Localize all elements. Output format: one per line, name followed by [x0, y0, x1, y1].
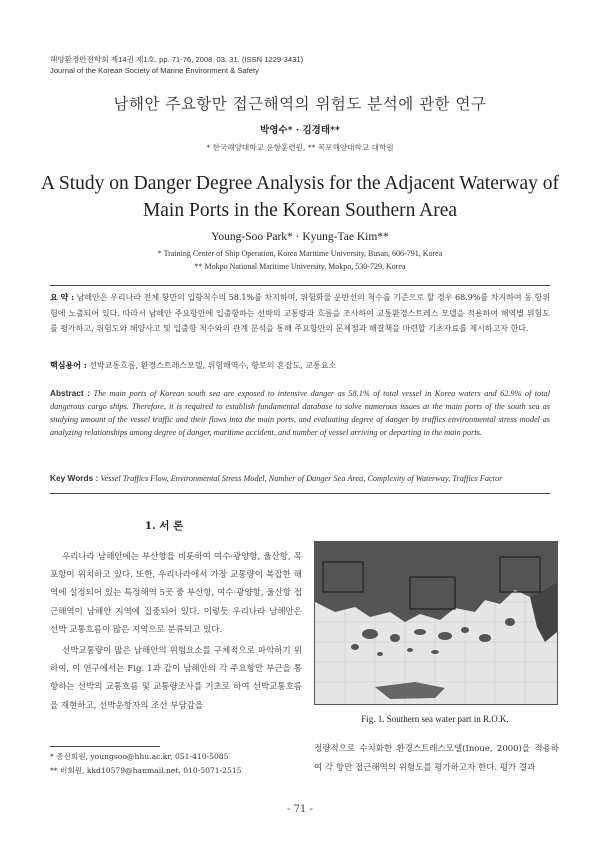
- keywords-korean-label: 핵심용어 :: [50, 360, 87, 370]
- keywords-english-text: Vessel Traffics Flow, Environmental Stress Model, Number of Danger Sea Area, Complexity of Waterway, Traffics Factor: [100, 474, 503, 483]
- section-heading: 1. 서 론: [144, 520, 184, 532]
- footnote-rule: [50, 746, 160, 747]
- figure-caption: Fig. 1. Southern sea water part in R.O.K.: [361, 714, 509, 724]
- top-rule: [50, 285, 550, 286]
- authors-english: Young-Soo Park* · Kyung-Tae Kim**: [211, 231, 389, 243]
- abstract-korean: [50, 290, 550, 337]
- figure-map: [314, 541, 558, 705]
- sea-chart-image: [315, 542, 557, 704]
- title-english: A Study on Danger Degree Analysis for the Adjacent Waterway of Main Ports in the Korean Southern Area: [41, 173, 559, 221]
- affiliation-english-1: * Training Center of Ship Operation, Korea Maritime University, Busan, 606-791, Korea: [157, 249, 443, 258]
- intro-paragraph-2: 선박교통량이 많은 남해안의 위험요소를 구체적으로 파악하기 위하여, 이 연구에서는 Fig. 1과 같이 남해안의 각 주요항만 부근을 통항하는 선박의 교통흐름 및 교통량조사를 기초로 하여 선박교통흐름을 재현하고, 선박운항자의 조선 부담감을: [50, 646, 302, 711]
- intro-paragraph-right: 정량적으로 수치화한 환경스트레스모델(Inoue, 2000)을 적용하여 각 항만 접근해역의 위험도를 평가하고자 한다. 평가 결과: [314, 744, 559, 773]
- authors-korean: 박영수* · 김경태**: [260, 125, 340, 136]
- journal-citation-ko: 해양환경안전학회 제14권 제1호, pp. 71-76, 2008. 03. 31. (ISSN 1229-3431): [50, 55, 304, 64]
- title-korean: 남해안 주요항만 접근해역의 위험도 분석에 관한 연구: [113, 95, 487, 113]
- page-number: - 71 -: [287, 804, 313, 815]
- affiliation-english-2: ** Mokpo National Maritime University, Mokpo, 530-729, Korea: [194, 262, 406, 271]
- abstract-english-label: Abstract :: [50, 388, 91, 398]
- keywords-korean-text: 선박교통흐름, 환경스트레스모델, 위험해역수, 항로의 혼잡도, 교통요소: [89, 361, 337, 370]
- intro-paragraph-1: 우리나라 남해안에는 부산항을 비롯하여 여수·광양항, 울산항, 목포항이 위치하고 있다. 또한, 우리나라에서 가장 교통량이 복잡한 해역에 설정되어 있는 특정해역 5곳 중 부산항, 여수·광양항, 울산항 접근해역이 남해안 지역에 집중되어 있다. 이렇듯 우리나라 남해안은 선박 교통흐름이 많은 지역으로 분류되고 있다.: [50, 552, 302, 635]
- bottom-rule: [50, 493, 550, 494]
- footnote-1: * 종신회원, youngsoo@hhu.ac.kr, 051-410-5085: [50, 752, 229, 761]
- abstract-english: [50, 387, 550, 439]
- keywords-korean: [50, 358, 550, 374]
- keywords-english: [50, 472, 550, 485]
- abstract-english-text: The main ports of Korean south sea are exposed to intensive danger as 58.1% of total vessel in Korea waters and 62.9% of total dangerous cargo ships. Therefore, it is required to establish fundamental database to solve numerous issues at the main ports of the south sea as studying amount of the vessel traffic and their flows into the main ports, and evaluating degree of danger by traffics environmental stress model as analyzing relationships among degree of danger, maritime accident, and number of vessel arriving or departing in the main ports.: [50, 389, 550, 437]
- affiliations-korean: * 한국해양대학교 운항훈련원, ** 목포해양대학교 대학원: [206, 143, 394, 152]
- abstract-korean-label: 요 약 :: [50, 292, 75, 302]
- journal-name-en: Journal of the Korean Society of Marine Environment & Safety: [50, 66, 259, 75]
- keywords-english-label: Key Words :: [50, 473, 99, 483]
- abstract-korean-text: 남해안은 우리나라 전체 항만의 입항척수의 58.1%를 차지하며, 위험화물 운반선의 척수를 기준으로 할 경우 68.9%를 차지하여 동 항위험에 노출되어 있다. 따라서 남해안 주요항만에 입출항하는 선박의 교통량과 흐름을 조사하여 교통환경스트레스 모델을 적용하여 해역별 위험도를 평가하고, 위험도와 해양사고 및 입출항 척수와의 관계 분석을 통해 주요항만의 문제점과 해결책을 마련할 기초자료를 제시하고자 한다.: [50, 293, 551, 333]
- footnote-2: ** 비회원, kkd10579@hanmail.net, 010-5071-2515: [50, 766, 242, 775]
